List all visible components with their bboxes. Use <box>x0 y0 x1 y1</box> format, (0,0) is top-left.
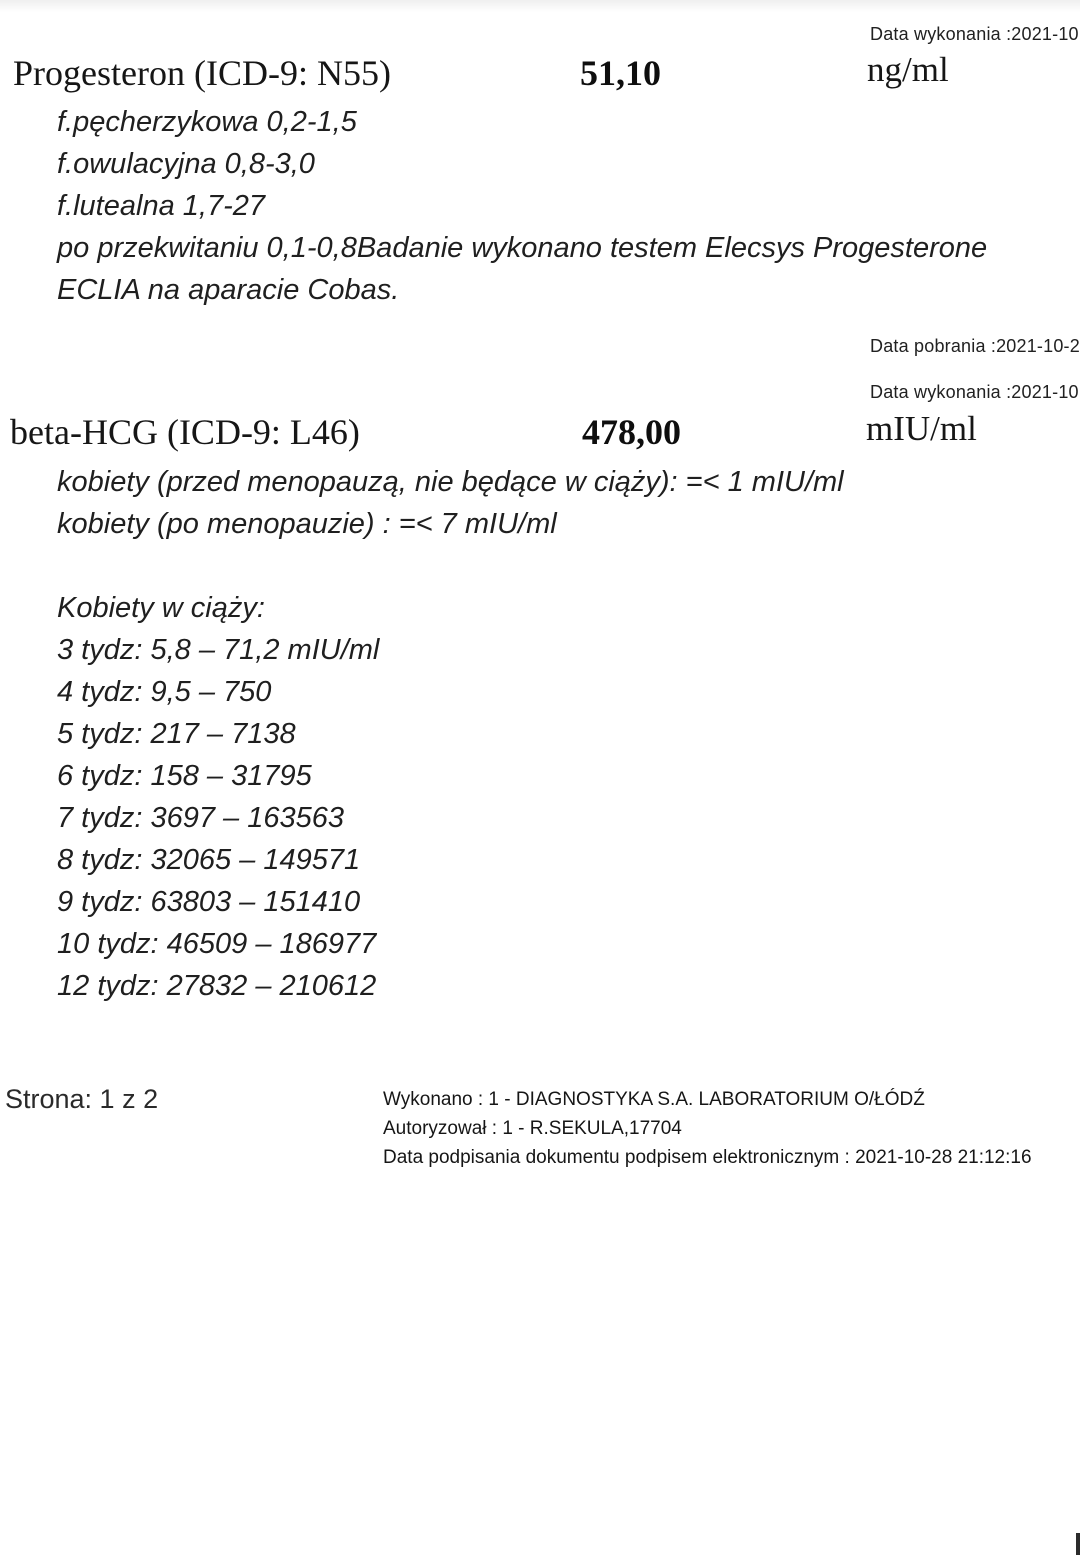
footer-signature-block <box>383 1085 1032 1172</box>
progesteron-result-value: 51,10 <box>580 53 661 93</box>
reference-line: f.owulacyjna 0,8-3,0 <box>57 148 315 180</box>
beta-hcg-test-name: beta-HCG (ICD-9: L46) <box>10 412 360 452</box>
page-top-shadow <box>0 0 1080 12</box>
reference-line: f.pęcherzykowa 0,2-1,5 <box>57 106 357 138</box>
page-number-indicator: Strona: 1 z 2 <box>5 1084 159 1114</box>
progesteron-result-unit: ng/ml <box>867 50 949 89</box>
performed-by-line: Wykonano : 1 - DIAGNOSTYKA S.A. LABORATORIUM O/ŁÓDŹ <box>383 1089 925 1110</box>
pregnancy-ranges-header: Kobiety w ciąży: <box>57 592 265 624</box>
pregnancy-range-line: 9 tydz: 63803 – 151410 <box>57 886 361 918</box>
authorized-by-line: Autoryzował : 1 - R.SEKULA,17704 <box>383 1118 682 1139</box>
pregnancy-range-line: 12 tydz: 27832 – 210612 <box>57 970 377 1002</box>
beta-hcg-pregnancy-ranges <box>57 587 379 1007</box>
signature-date-line: Data podpisania dokumentu podpisem elektronicznym : 2021-10-28 21:12:16 <box>383 1147 1032 1168</box>
pregnancy-range-line: 6 tydz: 158 – 31795 <box>57 760 312 792</box>
pregnancy-range-line: 10 tydz: 46509 – 186977 <box>57 928 377 960</box>
reference-line: ECLIA na aparacie Cobas. <box>57 274 400 306</box>
progesteron-reference-ranges <box>57 101 987 311</box>
beta-hcg-reference-ranges <box>57 461 844 545</box>
pregnancy-range-line: 4 tydz: 9,5 – 750 <box>57 676 272 708</box>
beta-hcg-result-unit: mIU/ml <box>866 409 977 448</box>
pregnancy-range-line: 5 tydz: 217 – 7138 <box>57 718 296 750</box>
beta-hcg-result-value: 478,00 <box>582 412 681 452</box>
reference-line: f.lutealna 1,7-27 <box>57 190 265 222</box>
beta-hcg-date-performed: Data wykonania :2021-10 <box>870 382 1079 402</box>
pregnancy-range-line: 8 tydz: 32065 – 149571 <box>57 844 361 876</box>
reference-line: po przekwitaniu 0,1-0,8Badanie wykonano testem Elecsys Progesterone <box>57 232 988 264</box>
progesteron-date-performed: Data wykonania :2021-10 <box>870 24 1079 44</box>
progesteron-test-name: Progesteron (ICD-9: N55) <box>13 53 391 93</box>
reference-line: kobiety (przed menopauzą, nie będące w ciąży): =< 1 mIU/ml <box>57 466 844 498</box>
beta-hcg-date-collected: Data pobrania :2021-10-2 <box>870 336 1080 356</box>
pregnancy-range-line: 7 tydz: 3697 – 163563 <box>57 802 345 834</box>
pregnancy-range-line: 3 tydz: 5,8 – 71,2 mIU/ml <box>57 634 380 666</box>
reference-line: kobiety (po menopauzie) : =< 7 mIU/ml <box>57 508 557 540</box>
scrollbar-fragment[interactable] <box>1076 1533 1080 1555</box>
